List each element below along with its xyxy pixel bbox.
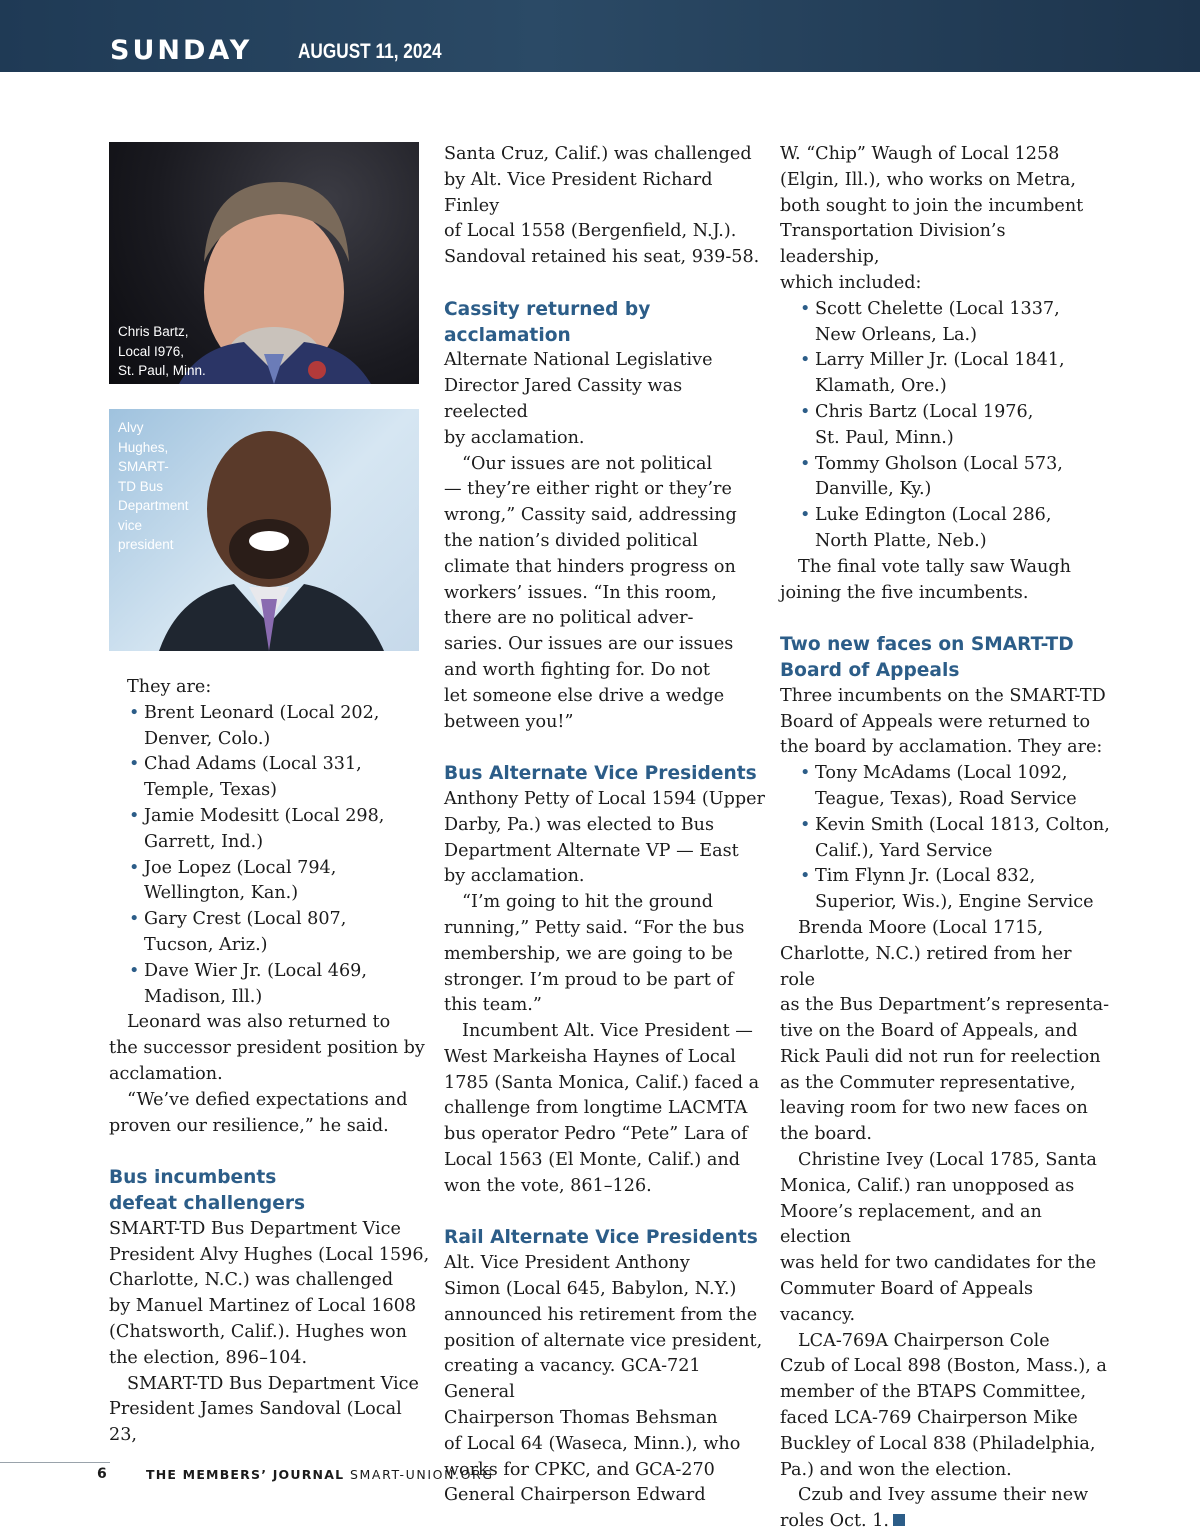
paragraph: Leonard was also returned to the successor president position by acclamation. <box>109 1012 425 1084</box>
paragraph: “We’ve defied expectations and proven our resilience,” he said. <box>109 1089 408 1136</box>
section-heading: Two new faces on SMART-TD Board of Appeals <box>780 634 1074 681</box>
list-item: • Tim Flynn Jr. (Local 832, Superior, Wis.), Engine Service <box>780 864 1110 916</box>
list-item: • Chris Bartz (Local 1976, St. Paul, Minn.) <box>780 400 1110 452</box>
list-item: • Gary Crest (Local 807, Tucson, Ariz.) <box>109 907 434 959</box>
paragraph: Santa Cruz, Calif.) was challenged by Alt. Vice President Richard Finley of Local 1558 (Bergenfield, N.J.). Sandoval retained his seat, 939-58. <box>444 144 760 268</box>
publication-name: THE MEMBERS’ JOURNAL <box>146 1467 345 1482</box>
paragraph: “I’m going to hit the ground running,” Petty said. “For the bus membership, we are going to be stronger. I’m proud to be part of this team.” <box>444 892 745 1016</box>
list-item: • Jamie Modesitt (Local 298, Garrett, Ind.) <box>109 804 434 856</box>
paragraph: W. “Chip” Waugh of Local 1258 (Elgin, Ill.), who works on Metra, both sought to join the incumbent Transportation Division’s leadership, which included: <box>780 144 1084 293</box>
list-item: • Chad Adams (Local 331, Temple, Texas) <box>109 752 434 804</box>
bullet-list <box>780 297 1110 555</box>
paragraph: LCA-769A Chairperson Cole Czub of Local 898 (Boston, Mass.), a member of the BTAPS Committee, faced LCA-769 Chairperson Mike Buckley of Local 838 (Philadelphia, Pa.) and won the election. <box>780 1330 1107 1480</box>
paragraph: Brenda Moore (Local 1715, Charlotte, N.C.) retired from her role as the Bus Department’s representa- tive on the Board of Appeals, and Rick Pauli did not run for reelection as the Commuter representative, leaving room for two new faces on the board. <box>780 917 1110 1145</box>
paragraph: Czub and Ivey assume their new roles Oct. 1. <box>780 1485 1089 1532</box>
column-3 <box>780 142 1110 1535</box>
paragraph: “Our issues are not political — they’re either right or they’re wrong,” Cassity said, addressing the nation’s divided political climate that hinders progress on workers’ issues. “In this room, there are no political adver- saries. Our issues are our issues and worth fighting for. Do not let someone else drive a wedge between you!” <box>444 453 737 732</box>
header-day: SUNDAY <box>110 35 253 66</box>
paragraph: Alternate National Legislative Director Jared Cassity was reelected by acclamation. <box>444 350 713 448</box>
photo-alvy-hughes <box>109 409 419 651</box>
paragraph: Three incumbents on the SMART-TD Board of Appeals were returned to the board by acclamation. They are: <box>780 685 1106 758</box>
photo-chris-bartz <box>109 142 419 384</box>
page-header-banner <box>0 0 1200 72</box>
bullet-list <box>109 701 434 1011</box>
section-heading: Rail Alternate Vice Presidents <box>444 1227 758 1249</box>
paragraph: SMART-TD Bus Department Vice President James Sandoval (Local 23, <box>109 1373 419 1446</box>
list-item: • Joe Lopez (Local 794, Wellington, Kan.) <box>109 856 434 908</box>
section-heading: Bus incumbents defeat challengers <box>109 1167 306 1214</box>
list-item: • Scott Chelette (Local 1337, New Orleans, La.) <box>780 297 1110 349</box>
column-2 <box>444 142 770 1509</box>
paragraph: The final vote tally saw Waugh joining the five incumbents. <box>780 556 1071 603</box>
section-heading: Bus Alternate Vice Presidents <box>444 763 757 785</box>
list-item: • Luke Edington (Local 286, North Platte, Neb.) <box>780 503 1110 555</box>
paragraph: Anthony Petty of Local 1594 (Upper Darby, Pa.) was elected to Bus Department Alternate VP — East by acclamation. <box>444 788 765 887</box>
footer-rule <box>0 1462 110 1463</box>
paragraph: Incumbent Alt. Vice President — West Markeisha Haynes of Local 1785 (Santa Monica, Calif.) faced a challenge from longtime LACMTA bus operator Pedro “Pete” Lara of Local 1563 (El Monte, Calif.) and won the vote, 861–126. <box>444 1021 760 1196</box>
column-1 <box>109 142 434 1449</box>
list-item: • Tommy Gholson (Local 573, Danville, Ky.) <box>780 452 1110 504</box>
page-number: 6 <box>97 1466 107 1482</box>
bullet-list <box>780 761 1110 916</box>
list-item: • Tony McAdams (Local 1092, Teague, Texas), Road Service <box>780 761 1110 813</box>
paragraph: They are: <box>127 677 212 697</box>
publication-url: SMART-UNION.ORG <box>350 1467 494 1482</box>
section-heading: Cassity returned by acclamation <box>444 298 651 346</box>
list-item: • Larry Miller Jr. (Local 1841, Klamath, Ore.) <box>780 348 1110 400</box>
header-date: AUGUST 11, 2024 <box>298 40 442 63</box>
photo-caption: Alvy Hughes, SMART- TD Bus Department vice president <box>118 420 189 552</box>
paragraph: SMART-TD Bus Department Vice President Alvy Hughes (Local 1596, Charlotte, N.C.) was challenged by Manuel Martinez of Local 1608 (Chatsworth, Calif.). Hughes won the election, 896–104. <box>109 1218 430 1368</box>
photo-caption: Chris Bartz, Local I976, St. Paul, Minn. <box>118 324 206 378</box>
paragraph: Christine Ivey (Local 1785, Santa Monica, Calif.) ran unopposed as Moore’s replacement, and an election was held for two candidates for the Commuter Board of Appeals vacancy. <box>780 1150 1097 1325</box>
page-footer <box>0 1466 1200 1486</box>
list-item: • Brent Leonard (Local 202, Denver, Colo.) <box>109 701 434 753</box>
paragraph: Alt. Vice President Anthony Simon (Local 645, Babylon, N.Y.) announced his retirement from the position of alternate vice president, creating a vacancy. GCA-721 General Chairperson Thomas Behsman of Local 64 (Waseca, Minn.), who works for CPKC, and GCA-270 General Chairperson Edward <box>444 1253 763 1506</box>
list-item: • Dave Wier Jr. (Local 469, Madison, Ill.) <box>109 959 434 1011</box>
list-item: • Kevin Smith (Local 1813, Colton, Calif.), Yard Service <box>780 813 1110 865</box>
end-mark-icon <box>893 1514 905 1526</box>
